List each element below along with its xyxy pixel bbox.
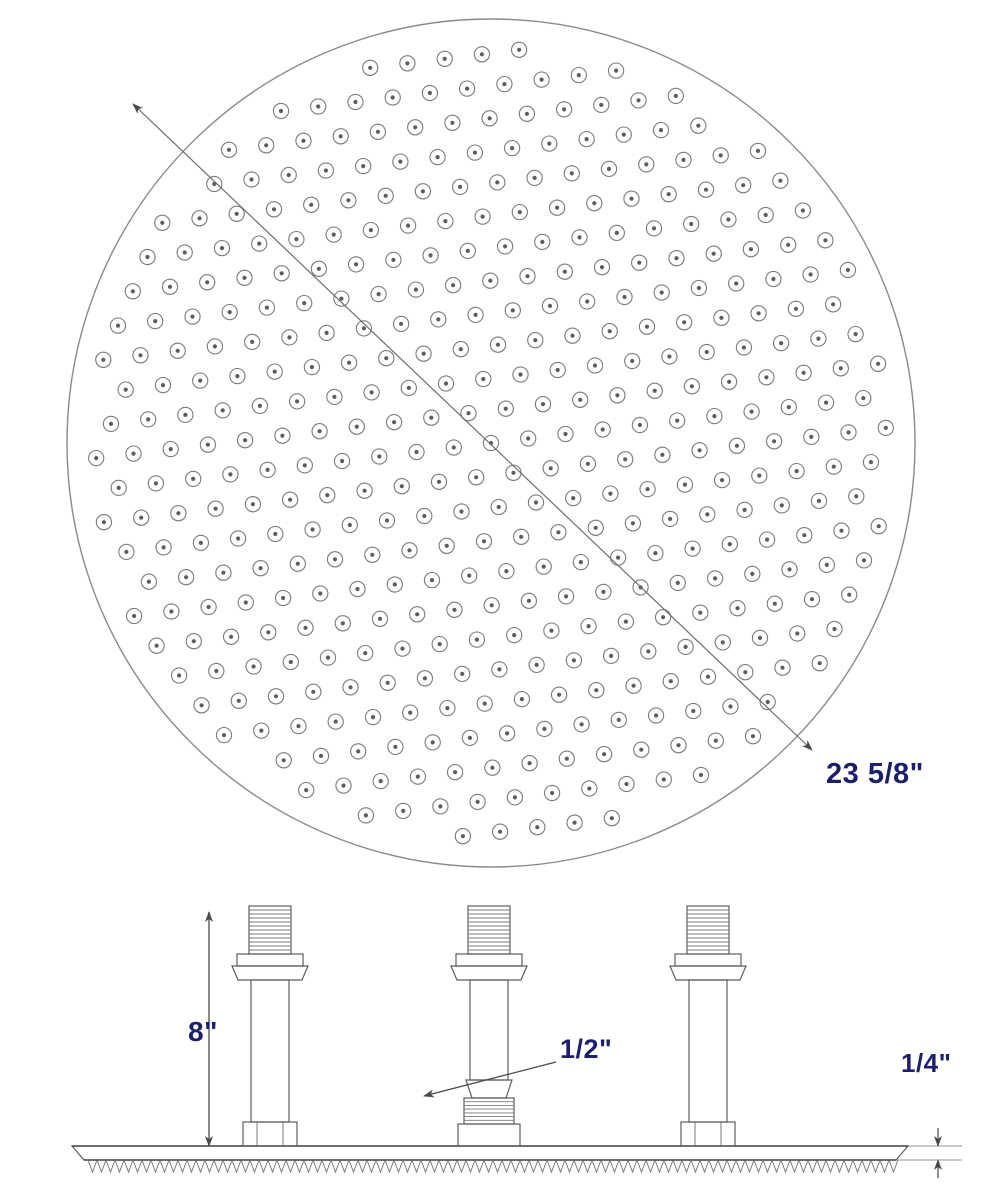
- thickness-dimension: [896, 1128, 962, 1178]
- mount-arm-center: [451, 906, 527, 1146]
- diameter-label: 23 5/8": [826, 758, 924, 790]
- base-plate: [72, 1146, 908, 1172]
- pipe-diameter-label: 1/2": [560, 1034, 613, 1064]
- pipe-dimension-leader: [424, 1062, 556, 1096]
- diameter-leader: [133, 104, 812, 750]
- nozzle-grid: [89, 42, 894, 844]
- thickness-label: 1/4": [901, 1048, 952, 1078]
- mount-arm-right: [670, 906, 746, 1146]
- mount-arm-left: [232, 906, 308, 1146]
- height-label: 8": [188, 1016, 218, 1047]
